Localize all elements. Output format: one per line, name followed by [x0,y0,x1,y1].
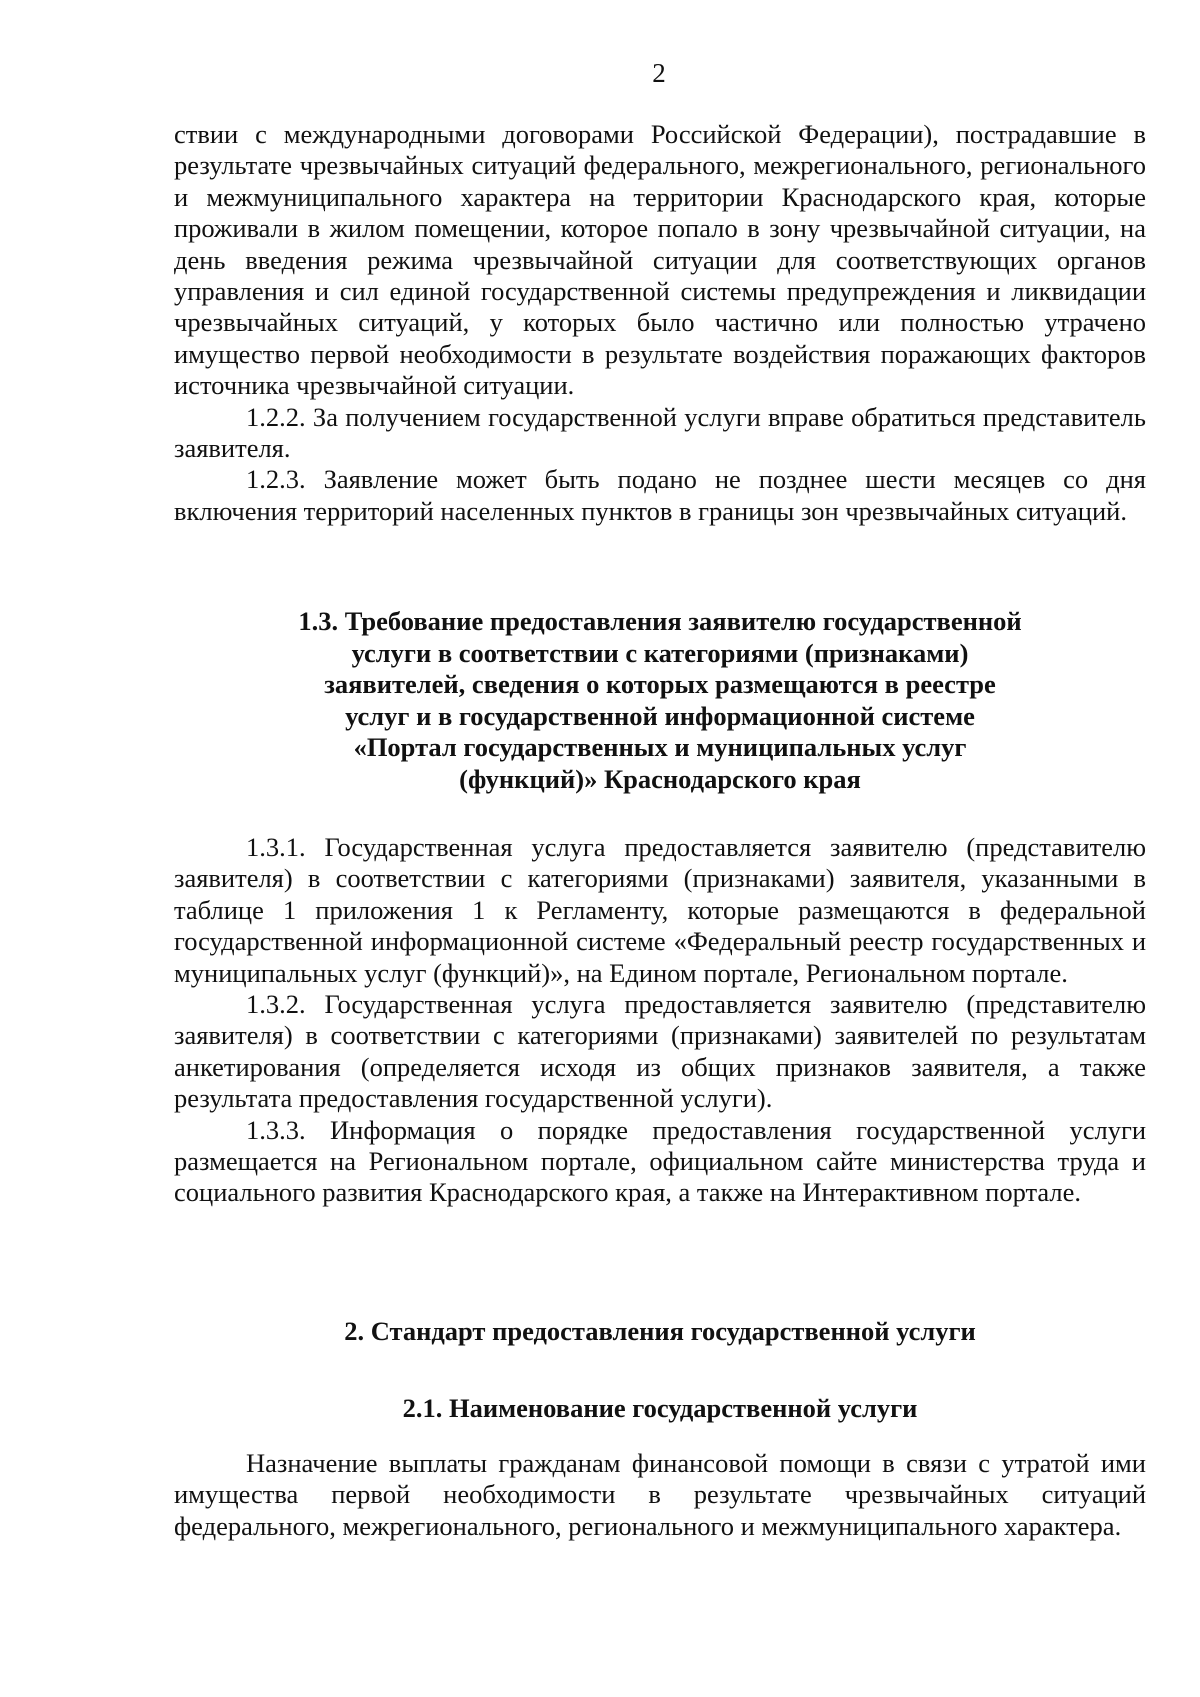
section-1-3-heading: 1.3. Требование предоставления заявителю государственной услуги в соответствии с категориями (признаками) заявителей, сведения о которых размещаются в реестре услуг и в государственной информационной системе «Портал государственных и муниципальных услуг (функций)» Краснодарского края [298,606,1022,794]
paragraph-1-3-2: 1.3.2. Государственная услуга предоставляется заявителю (представителю заявителя) в соответствии с категориями (признаками) заявителей по результатам анкетирования (определяется исходя из общих признаков заявителя, а также результата предоставления государственной услуги). [174,989,1146,1114]
section-1-3-text [174,832,1146,1209]
paragraph-2-1: Назначение выплаты гражданам финансовой помощи в связи с утратой ими имущества первой необходимости в результате чрезвычайных ситуаций федерального, межрегионального, регионального и межмуниципального характера. [174,1448,1146,1541]
paragraph-1-2-3: 1.2.3. Заявление может быть подано не позднее шести месяцев со дня включения территорий населенных пунктов в границы зон чрезвычайных ситуаций. [174,464,1146,526]
section-2-1-heading: 2.1. Наименование государственной услуги [402,1393,918,1423]
page-number: 2 [652,58,666,88]
section-2-heading: 2. Стандарт предоставления государственной услуги [344,1316,976,1346]
section-2-1-text [174,1448,1146,1542]
paragraph-1-3-1: 1.3.1. Государственная услуга предоставляется заявителю (представителю заявителя) в соответствии с категориями (признаками) заявителя, указанными в таблице 1 приложения 1 к Регламенту, которые размещаются в федеральной государственной информационной системе «Федеральный реестр государственных и муниципальных услуг (функций)», на Едином портале, Региональном портале. [174,832,1146,988]
paragraph-continuation: ствии с международными договорами Российской Федерации), пострадавшие в результате чрезвычайных ситуаций федерального, межрегионального, регионального и межмуниципального характера на территории Краснодарского края, которые проживали в жилом помещении, которое попало в зону чрезвычайной ситуации, на день введения режима чрезвычайной ситуации для соответствующих органов управления и сил единой государственной системы предупреждения и ликвидации чрезвычайных ситуаций, у которых было частично или полностью утрачено имущество первой необходимости в результате воздействия поражающих факторов источника чрезвычайной ситуации. [174,119,1146,401]
paragraph-1-3-3: 1.3.3. Информация о порядке предоставления государственной услуги размещается на Региональном портале, официальном сайте министерства труда и социального развития Краснодарского края, а также на Интерактивном портале. [174,1114,1146,1208]
section-1-2-text [174,119,1146,527]
paragraph-1-2-2: 1.2.2. За получением государственной услуги вправе обратиться представитель заявителя. [174,401,1146,464]
